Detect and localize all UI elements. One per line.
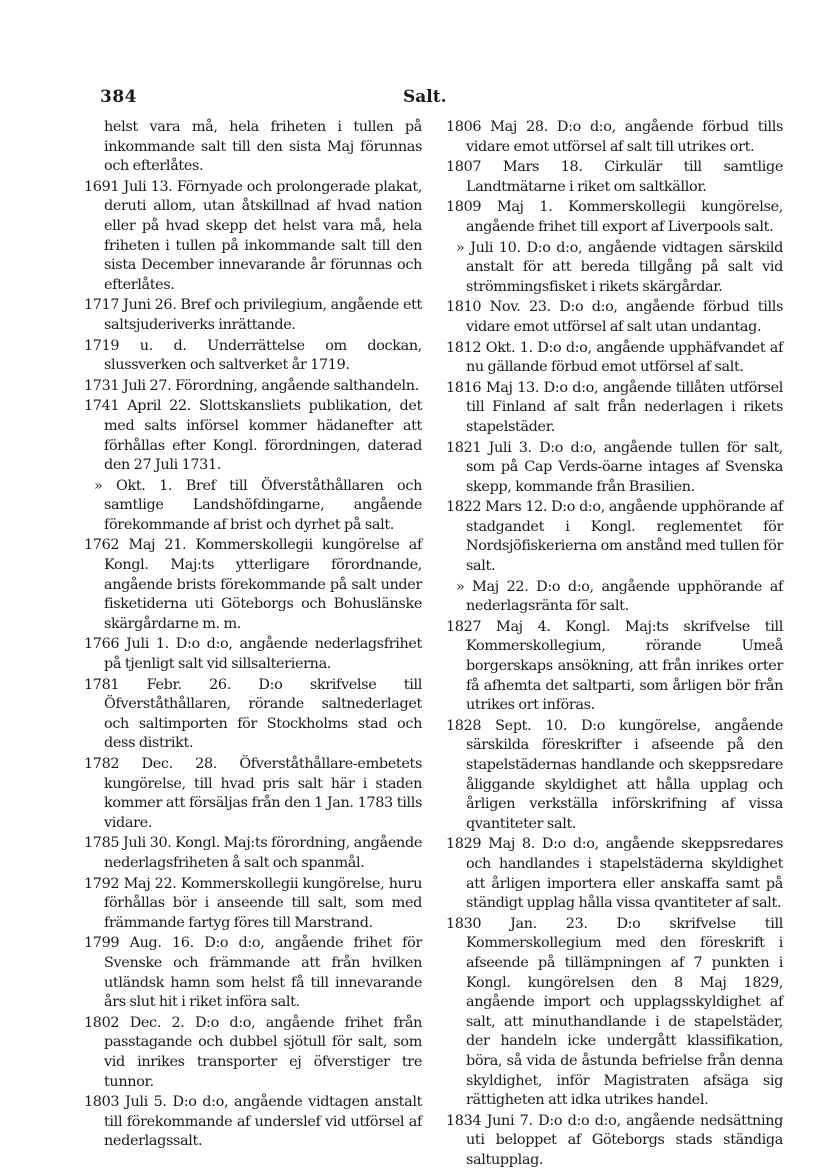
entry-1731: 1731 Juli 27. Förordning, angående salthandeln. xyxy=(84,377,419,394)
entry-1830: 1830 Jan. 23. D:o skrifvelse till Kommerskollegium med den föreskrift i afseende på tillämpningen af 7 punkten i Kongl. kungörelsen den 8 Maj 1829, angående import och upplagsskyldighet af salt, att minuthandlande i de stapelstäder, der handeln icke undergått klassifikation, böra, så vida de åstunda befrielse från denna skyldighet, inför Magistraten afsäga sig rättigheten att idka utrikes handel. xyxy=(446,915,783,1109)
entry-1741-okt: » Okt. 1. Bref till Öfverståthållaren och samtlige Landshöfdingarne, angående förekommande af brist och dyrhet på salt. xyxy=(94,477,422,533)
entry-1691: 1691 Juli 13. Förnyade och prolongerade plakat, deruti allom, utan åtskillnad af hvad nation eller på hvad skepp det helst vara må, hela friheten i tullen på inkommande salt till den sista December innevarande år förunnas och efterlåtes. xyxy=(84,178,422,293)
entry-1766: 1766 Juli 1. D:o d:o, angående nederlagsfrihet på tjenligt salt vid sillsalterierna. xyxy=(84,636,422,673)
entry-1822-maj: » Maj 22. D:o d:o, angående upphörande af nederlagsränta för salt. xyxy=(456,578,783,615)
running-head: Salt. xyxy=(403,87,447,107)
entry-1806: 1806 Maj 28. D:o d:o, angående förbud tills vidare emot utförsel af salt till utrikes ort. xyxy=(446,119,783,155)
entry-1717: 1717 Juni 26. Bref och privilegium, angående ett saltsjuderiverks inrättande. xyxy=(84,297,422,333)
entry-1807: 1807 Mars 18. Cirkulär till samtlige Landtmätarne i riket om saltkällor. xyxy=(446,159,783,195)
entry-continued: helst vara må, hela friheten i tullen på inkommande salt till den sista Maj förunnas och efterlåtes. xyxy=(104,119,422,175)
entry-1762: 1762 Maj 21. Kommerskollegii kungörelse af Kongl. Maj:ts ytterligare förordnande, angående brists förekommande på salt under fisketiderna uti Göteborgs och Bohuslänske skärgårdarne m. m. xyxy=(84,537,422,632)
entry-1821: 1821 Juli 3. D:o d:o, angående tullen för salt, som på Cap Verds-öarne intages af Svenska skepp, kommande från Brasilien. xyxy=(446,439,783,495)
entry-1782: 1782 Dec. 28. Öfverståthållare-embetets kungörelse, till hvad pris salt här i staden kommer att försäljas från den 1 Jan. 1783 tills vidare. xyxy=(84,756,422,831)
entry-1816: 1816 Maj 13. D:o d:o, angående tillåten utförsel till Finland af salt från nederlagen i rikets stapelstäder. xyxy=(446,379,783,435)
entry-1809-juli: » Juli 10. D:o d:o, angående vidtagen särskild anstalt för att bereda tillgång på salt vid strömmingsfisket i rikets skärgårdar. xyxy=(456,239,783,295)
entry-1834: 1834 Juni 7. D:o d:o d:o, angående nedsättning uti beloppet af Göteborgs stads ständiga saltupplag. xyxy=(446,1112,783,1168)
entry-1809-maj: 1809 Maj 1. Kommerskollegii kungörelse, angående frihet till export af Liverpools salt. xyxy=(446,199,783,235)
entry-1802: 1802 Dec. 2. D:o d:o, angående frihet från passtagande och dubbel sjötull för salt, som vid inrikes transporter ej öfverstiger tre tunnor. xyxy=(84,1014,422,1090)
entry-1822-mars: 1822 Mars 12. D:o d:o, angående upphörande af stadgandet i Kongl. reglementet för Nordsjöfiskerierna om anstånd med tullen för salt. xyxy=(446,499,783,575)
entry-1781: 1781 Febr. 26. D:o skrifvelse till Öfverståthållaren, rörande saltnederlaget och saltimporten för Stockholms stad och dess distrikt. xyxy=(84,676,422,752)
entry-1829: 1829 Maj 8. D:o d:o, angående skeppsredares och handlandes i stapelstäderna skyldighet att årligen importera eller anskaffa samt på ständigt upplag hålla vissa qvantiteter af salt. xyxy=(446,836,783,912)
right-column xyxy=(446,118,783,1171)
entry-1785: 1785 Juli 30. Kongl. Maj:ts förordning, angående nederlagsfriheten å salt och spanmål. xyxy=(84,835,422,871)
left-column xyxy=(84,118,422,1153)
entry-1827: 1827 Maj 4. Kongl. Maj:ts skrifvelse till Kommerskollegium, rörande Umeå borgerskaps ansökning, att från inrikes orter få afhemta det saltparti, som årligen bör från utrikes ort införas. xyxy=(446,618,783,714)
entry-1799: 1799 Aug. 16. D:o d:o, angående frihet för Svenske och främmande att från hvilken utländsk hamn som helst få till innevarande års slut hit i riket införa salt. xyxy=(84,935,422,1011)
entry-1828: 1828 Sept. 10. D:o kungörelse, angående särskilda föreskrifter i afseende på den stapelstädernas handlande och skeppsredare åliggande skyldighet att hålla upplag och årligen verkställa införskrifning af vissa qvantiteter salt. xyxy=(446,717,783,832)
entry-1803: 1803 Juli 5. D:o d:o, angående vidtagen anstalt till förekommande af underslef vid utförsel af nederlagssalt. xyxy=(84,1094,422,1150)
entry-1741-april: 1741 April 22. Slottskansliets publikation, det med salts införsel kommer hädanefter att förhållas efter Kongl. förordningen, daterad den 27 Juli 1731. xyxy=(84,398,422,474)
entry-1812: 1812 Okt. 1. D:o d:o, angående upphäfvandet af nu gällande förbud emot utförsel af salt. xyxy=(446,339,783,376)
entry-1792: 1792 Maj 22. Kommerskollegii kungörelse, huru förhållas bör i anseende till salt, som med främmande fartyg föres till Marstrand. xyxy=(84,875,422,931)
entry-1719: 1719 u. d. Underrättelse om dockan, slussverken och saltverket år 1719. xyxy=(84,337,422,374)
page-number: 384 xyxy=(100,87,137,107)
entry-1810: 1810 Nov. 23. D:o d:o, angående förbud tills vidare emot utförsel af salt utan undantag. xyxy=(446,299,783,335)
